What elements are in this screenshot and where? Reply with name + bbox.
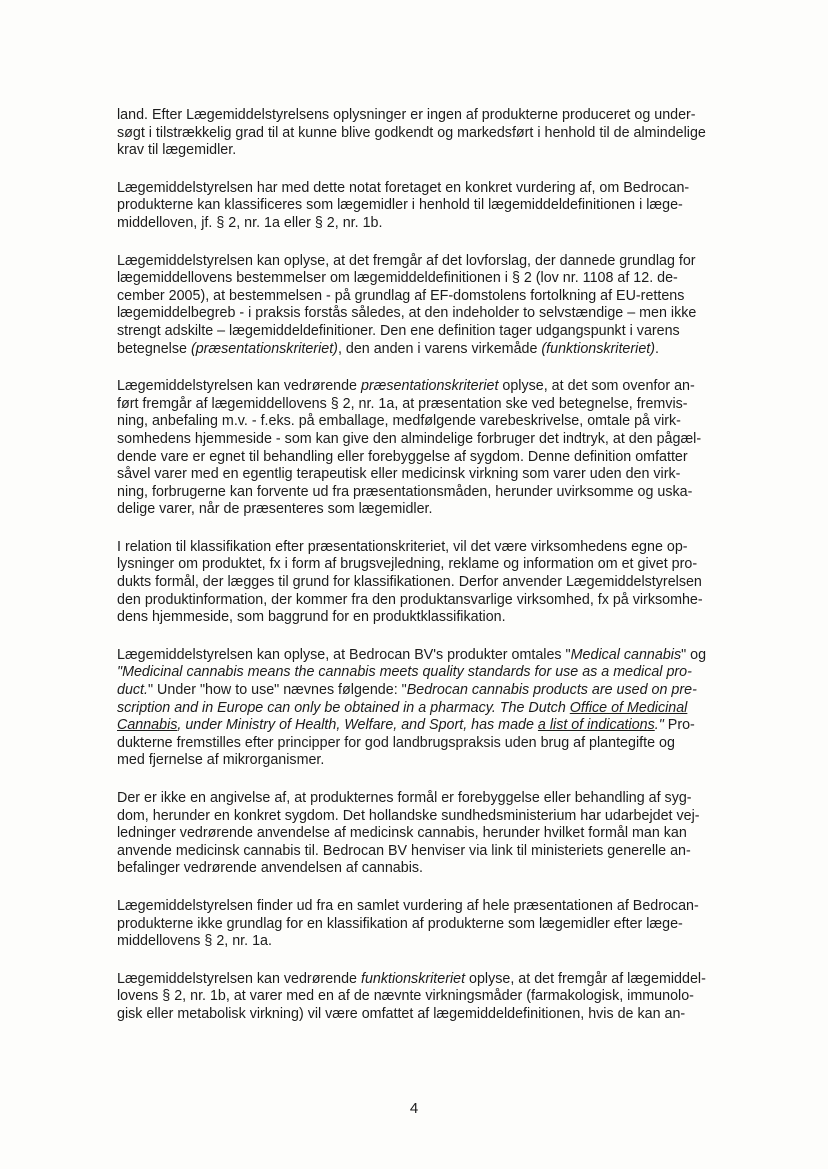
text-segment: somhedens hjemmeside - som kan give den almindelige forbruger det indtryk, at den pågæl- <box>117 430 702 447</box>
text-segment: produkterne ikke grundlag for en klassifikation af produkterne som lægemidler efter læge- <box>117 915 683 932</box>
paragraph <box>117 378 737 519</box>
text-segment: ning, forbrugerne kan forvente ud fra præsentationsmåden, herunder uvirksomme og uska- <box>117 483 693 500</box>
text-line <box>117 270 737 288</box>
paragraph <box>117 253 737 359</box>
paragraph <box>117 790 737 878</box>
paragraph <box>117 971 737 1024</box>
text-segment: ning, anbefaling m.v. - f.eks. på emballage, medfølgende varebeskrivelse, omtale på virk- <box>117 413 681 430</box>
text-segment: ledninger vedrørende anvendelse af medicinsk cannabis, herunder hvilket formål man kan <box>117 825 687 842</box>
text-line <box>117 556 737 574</box>
italic-text: funktionskriteriet <box>360 970 466 987</box>
text-segment: anvende medicinsk cannabis til. Bedrocan BV henviser via link til ministeriets generelle an- <box>117 842 691 859</box>
text-line <box>117 898 737 916</box>
italic-text: Medical cannabis <box>570 646 682 663</box>
text-line <box>117 664 737 682</box>
text-segment: den produktinformation, der kommer fra den produktansvarlige virksomhed, fx på virksomhe- <box>117 591 703 608</box>
text-segment: . <box>655 340 659 357</box>
text-segment: lovens § 2, nr. 1b, at varer med en af de nævnte virkningsmåder (farmakologisk, immunolo- <box>117 988 694 1005</box>
text-segment: oplyse, at det fremgår af lægemiddel- <box>465 970 706 987</box>
text-segment: dukterne fremstilles efter principper for god landbrugspraksis uden brug af plantegifte og <box>117 734 675 751</box>
paragraph <box>117 539 737 627</box>
text-segment: dende vare er egnet til behandling eller forebyggelse af sygdom. Denne definition omfatter <box>117 448 688 465</box>
text-segment: lægemiddelbegreb - i praksis forstås således, at den indeholder to selvstændige – men ikke <box>117 305 697 322</box>
text-segment: såvel varer med en egentlig terapeutisk eller medicinsk virkning som varer uden den virk- <box>117 466 681 483</box>
text-line <box>117 752 737 770</box>
text-line <box>117 988 737 1006</box>
italic-text: ." <box>654 717 664 734</box>
text-segment: dukts formål, der lægges til grund for klassifikationen. Derfor anvender Lægemiddelstyrelsen <box>117 574 702 591</box>
text-segment: Lægemiddelstyrelsen kan vedrørende <box>117 970 361 987</box>
italic-text: , under Ministry of Health, Welfare, and Sport, has made <box>177 717 538 734</box>
text-line <box>117 682 737 700</box>
italic-text: (funktionskriteriet) <box>541 340 656 357</box>
text-line <box>117 1006 737 1024</box>
text-segment: " Under "how to use" nævnes følgende: " <box>148 682 407 699</box>
text-segment: Lægemiddelstyrelsen finder ud fra en samlet vurdering af hele præsentationen af Bedrocan- <box>117 897 699 914</box>
text-line <box>117 647 737 665</box>
page-number: 4 <box>409 1100 419 1117</box>
text-line <box>117 717 737 735</box>
italic-text: (præsentationskriteriet) <box>190 340 338 357</box>
text-line <box>117 431 737 449</box>
text-segment: betegnelse <box>117 340 191 357</box>
underlined-reference: Office of Medicinal <box>569 699 688 716</box>
text-segment: lægemiddellovens bestemmelser om lægemiddeldefinitionen i § 2 (lov nr. 1108 af 12. de- <box>117 270 678 287</box>
text-line <box>117 341 737 359</box>
text-line <box>117 700 737 718</box>
text-segment: lysninger om produktet, fx i form af brugsvejledning, reklame og information om et givet pro- <box>117 556 698 573</box>
text-segment: Pro- <box>663 717 695 734</box>
text-segment: " og <box>681 646 707 663</box>
text-line <box>117 501 737 519</box>
text-segment: Lægemiddelstyrelsen kan vedrørende <box>117 378 361 395</box>
text-segment: Lægemiddelstyrelsen har med dette notat foretaget en konkret vurdering af, om Bedrocan- <box>117 179 690 196</box>
text-line <box>117 790 737 808</box>
text-line <box>117 449 737 467</box>
text-segment: krav til lægemidler. <box>117 142 237 159</box>
paragraph <box>117 107 737 160</box>
text-segment: med fjernelse af mikrorganismer. <box>117 752 325 769</box>
text-line <box>117 808 737 826</box>
text-line <box>117 916 737 934</box>
text-line <box>117 466 737 484</box>
text-line <box>117 323 737 341</box>
text-segment: , den anden i varens virkemåde <box>337 340 542 357</box>
text-line <box>117 413 737 431</box>
text-segment: dom, herunder en konkret sygdom. Det hollandske sundhedsministerium har udarbejdet vej- <box>117 807 700 824</box>
text-line <box>117 378 737 396</box>
underlined-reference: Cannabis <box>117 717 178 734</box>
text-line <box>117 539 737 557</box>
text-segment: land. Efter Lægemiddelstyrelsens oplysninger er ingen af produkterne produceret og under- <box>117 107 696 123</box>
text-line <box>117 592 737 610</box>
text-segment: middellovens § 2, nr. 1a. <box>117 933 272 950</box>
italic-text: duct. <box>117 682 148 699</box>
text-line <box>117 396 737 414</box>
text-segment: Der er ikke en angivelse af, at produkternes formål er forebyggelse eller behandling af syg- <box>117 790 692 806</box>
text-line <box>117 253 737 271</box>
text-line <box>117 125 737 143</box>
text-line <box>117 142 737 160</box>
paragraph <box>117 180 737 233</box>
italic-text: Bedrocan cannabis products are used on pre- <box>406 682 697 699</box>
text-line <box>117 197 737 215</box>
text-segment: befalinger vedrørende anvendelsen af cannabis. <box>117 860 424 877</box>
paragraph <box>117 647 737 770</box>
text-segment: gisk eller metabolisk virkning) vil være omfattet af lægemiddeldefinitionen, hvis de kan an- <box>117 1005 686 1022</box>
italic-text: scription and in Europe can only be obtained in a pharmacy. The Dutch <box>117 699 570 716</box>
text-line <box>117 933 737 951</box>
text-line <box>117 735 737 753</box>
text-segment: Lægemiddelstyrelsen kan oplyse, at det fremgår af det lovforslag, der dannede grundlag for <box>117 252 696 269</box>
paragraph <box>117 898 737 951</box>
text-line <box>117 574 737 592</box>
text-segment: produkterne kan klassificeres som lægemidler i henhold til lægemiddeldefinitionen i læge- <box>117 197 683 214</box>
text-segment: dens hjemmeside, som baggrund for en produktklassifikation. <box>117 609 506 626</box>
text-line <box>117 971 737 989</box>
text-segment: ført fremgår af lægemiddellovens § 2, nr. 1a, at præsentation ske ved betegnelse, fremvis- <box>117 395 688 412</box>
text-line <box>117 215 737 233</box>
text-segment: delige varer, når de præsenteres som lægemidler. <box>117 501 433 518</box>
text-line <box>117 288 737 306</box>
text-line <box>117 860 737 878</box>
italic-text: "Medicinal cannabis means the cannabis meets quality standards for use as a medical pro- <box>117 664 692 681</box>
text-segment: oplyse, at det som ovenfor an- <box>498 378 695 395</box>
text-segment: middelloven, jf. § 2, nr. 1a eller § 2, nr. 1b. <box>117 214 383 231</box>
text-line <box>117 180 737 198</box>
text-line <box>117 484 737 502</box>
text-line <box>117 305 737 323</box>
text-line <box>117 609 737 627</box>
text-segment: cember 2005), at bestemmelsen - på grundlag af EF-domstolens fortolkning af EU-rettens <box>117 287 685 304</box>
text-line <box>117 843 737 861</box>
underlined-reference: a list of indications <box>537 717 655 734</box>
text-segment: strengt adskilte – lægemiddeldefinitioner. Den ene definition tager udgangspunkt i varens <box>117 322 680 339</box>
body-text <box>117 107 737 1044</box>
text-line <box>117 825 737 843</box>
text-segment: Lægemiddelstyrelsen kan oplyse, at Bedrocan BV's produkter omtales " <box>117 646 571 663</box>
text-line <box>117 107 737 125</box>
text-segment: søgt i tilstrækkelig grad til at kunne blive godkendt og markedsført i henhold til de almindelige <box>117 124 706 141</box>
text-segment: I relation til klassifikation efter præsentationskriteriet, vil det være virksomhedens egne op- <box>117 538 688 555</box>
italic-text: præsentationskriteriet <box>360 378 499 395</box>
